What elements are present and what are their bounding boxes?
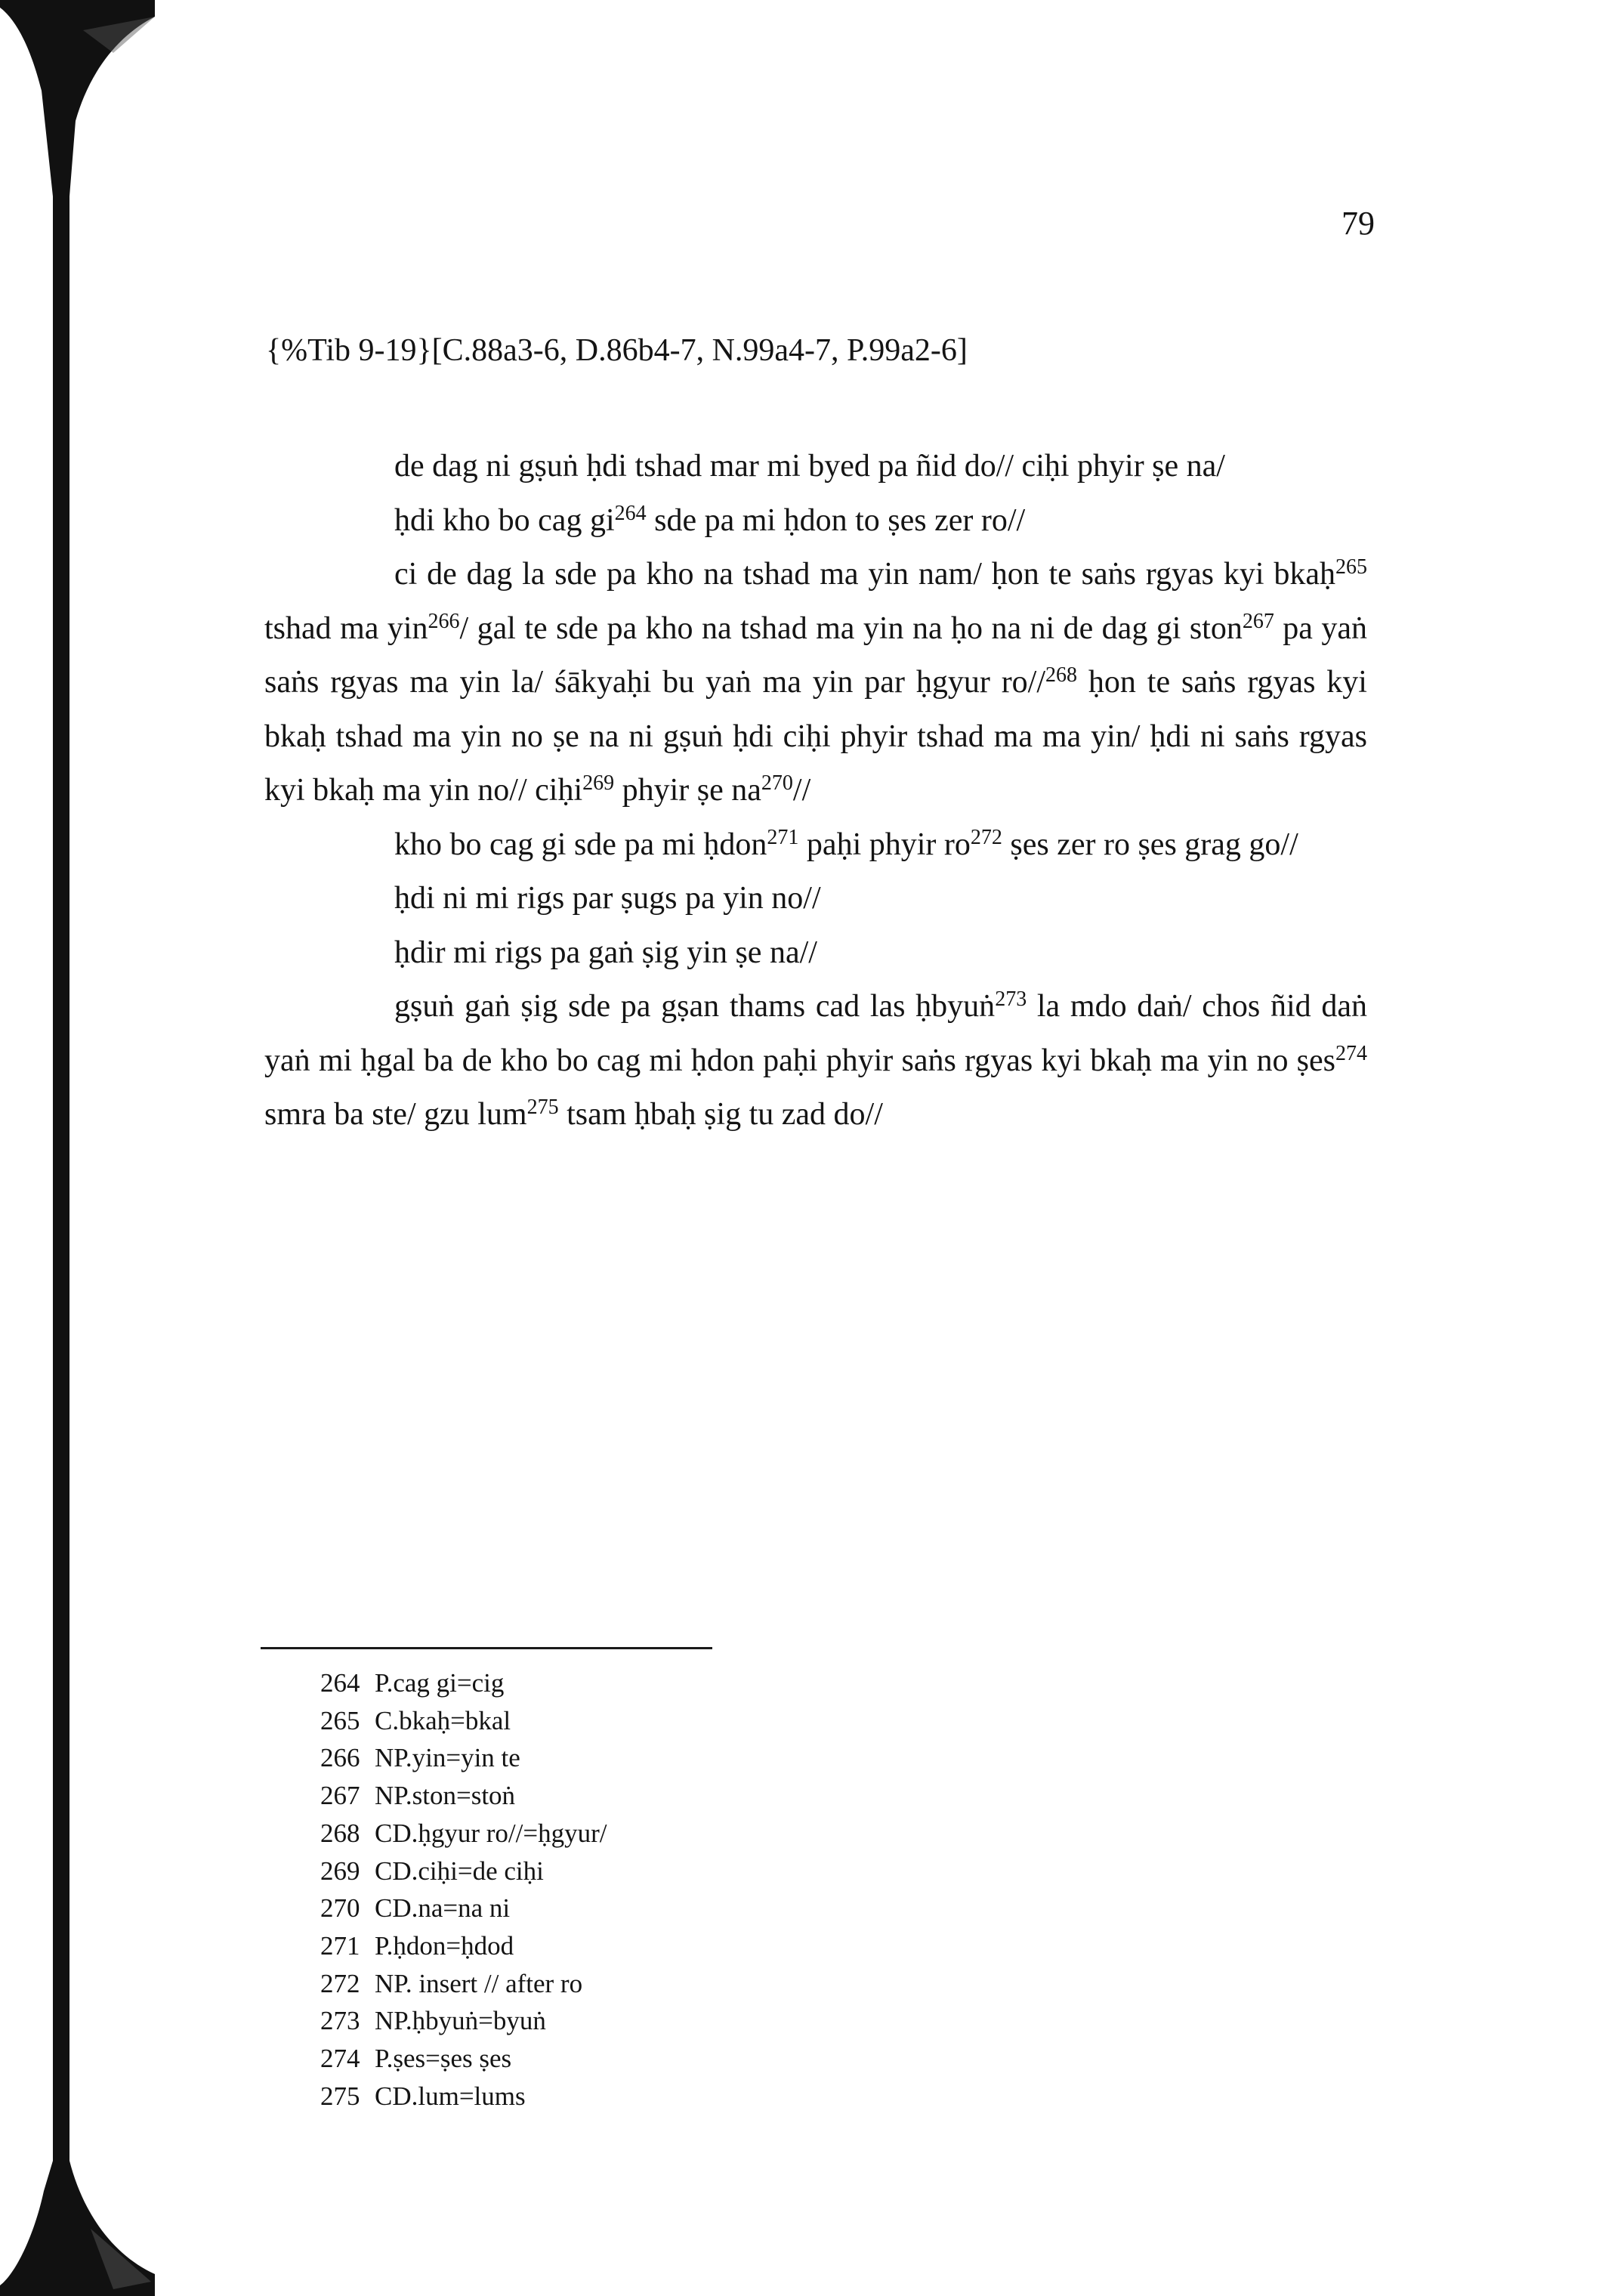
footnote-marker[interactable]: 270 bbox=[761, 771, 793, 795]
footnote-text: NP. insert // after ro bbox=[375, 1968, 583, 1998]
footnote-marker[interactable]: 267 bbox=[1242, 609, 1274, 633]
footnote-number: 269 bbox=[320, 1856, 360, 1886]
paragraph bbox=[264, 980, 1367, 1142]
footnote-marker[interactable]: 274 bbox=[1335, 1041, 1367, 1065]
body-text bbox=[264, 440, 1367, 1142]
footnote-item bbox=[320, 1927, 607, 1965]
text-segment: ḥdi kho bo cag gi bbox=[394, 502, 615, 538]
text-segment: // bbox=[792, 773, 811, 808]
text-segment: sde pa mi ḥdon to ṣes zer ro// bbox=[646, 502, 1026, 538]
text-segment: la mdo daṅ/ chos ñid daṅ yaṅ mi ḥgal ba de kho bo cag mi ḥdon paḥi phyir saṅs rgyas kyi bkaḥ ma yin no ṣes bbox=[264, 989, 1367, 1078]
footnote-item bbox=[320, 2078, 607, 2115]
paragraph bbox=[264, 818, 1367, 873]
text-segment: ṣes zer ro ṣes grag go// bbox=[1002, 827, 1298, 862]
footnote-marker[interactable]: 268 bbox=[1045, 663, 1078, 687]
footnote-text: NP.ston=stoṅ bbox=[375, 1781, 516, 1811]
footnote-marker[interactable]: 269 bbox=[582, 771, 615, 795]
text-segment: kho bo cag gi sde pa mi ḥdon bbox=[394, 827, 767, 862]
footnote-item bbox=[320, 1853, 607, 1890]
text-segment: tsam ḥbaḥ ṣig tu zad do// bbox=[558, 1097, 883, 1132]
footnote-item bbox=[320, 2040, 607, 2078]
footnote-text: NP.yin=yin te bbox=[375, 1743, 520, 1773]
text-segment: smra ba ste/ gzu lum bbox=[264, 1097, 527, 1132]
footnote-number: 272 bbox=[320, 1968, 360, 1998]
footnote-text: C.bkaḥ=bkal bbox=[375, 1705, 511, 1735]
footnote-item bbox=[320, 1815, 607, 1853]
paragraph bbox=[264, 548, 1367, 818]
text-segment: ḥon te saṅs rgyas kyi bkaḥ tshad ma yin no ṣe na ni gṣuṅ ḥdi ciḥi phyir tshad ma ma yin/ ḥdi ni saṅs rgyas kyi bkaḥ ma yin no// ciḥi bbox=[264, 665, 1367, 808]
footnote-number: 274 bbox=[320, 2044, 360, 2074]
footnote-marker[interactable]: 272 bbox=[970, 825, 1002, 849]
scan-binding-edge bbox=[0, 0, 159, 2296]
text-segment: ci de dag la sde pa kho na tshad ma yin nam/ ḥon te saṅs rgyas kyi bkaḥ bbox=[394, 557, 1335, 592]
paragraph bbox=[264, 872, 1367, 926]
footnote-marker[interactable]: 271 bbox=[767, 825, 799, 849]
text-segment: ḥdi ni mi rigs par ṣugs pa yin no// bbox=[394, 881, 821, 916]
text-segment: tshad ma yin bbox=[264, 610, 428, 646]
footnote-text: NP.ḥbyuṅ=byuṅ bbox=[375, 2006, 546, 2036]
footnote-item bbox=[320, 1777, 607, 1815]
paragraph bbox=[264, 926, 1367, 981]
footnote-item bbox=[320, 2002, 607, 2040]
footnote-text: P.ḥdon=ḥdod bbox=[375, 1930, 514, 1961]
footnotes bbox=[320, 1664, 607, 2115]
text-segment: de dag ni gṣuṅ ḥdi tshad mar mi byed pa ñid do// ciḥi phyir ṣe na/ bbox=[394, 449, 1225, 484]
footnote-number: 275 bbox=[320, 2081, 360, 2111]
footnote-text: CD.na=na ni bbox=[375, 1893, 511, 1924]
footnote-number: 271 bbox=[320, 1930, 360, 1961]
footnote-divider bbox=[261, 1647, 712, 1649]
footnote-marker[interactable]: 265 bbox=[1335, 555, 1367, 579]
footnote-text: P.cag gi=cig bbox=[375, 1668, 505, 1698]
footnote-number: 267 bbox=[320, 1781, 360, 1811]
footnote-marker[interactable]: 273 bbox=[995, 987, 1027, 1011]
text-segment: paḥi phyir ro bbox=[798, 827, 971, 862]
footnote-number: 270 bbox=[320, 1893, 360, 1924]
text-segment: pa yaṅ saṅs rgyas ma yin la/ śākyaḥi bu yaṅ ma yin par ḥgyur ro// bbox=[264, 610, 1367, 700]
footnote-item bbox=[320, 1739, 607, 1777]
footnote-marker[interactable]: 264 bbox=[614, 501, 647, 525]
footnote-item bbox=[320, 1702, 607, 1740]
footnote-item bbox=[320, 1890, 607, 1927]
footnote-item bbox=[320, 1664, 607, 1702]
footnote-number: 273 bbox=[320, 2006, 360, 2036]
paragraph bbox=[264, 494, 1367, 549]
footnote-marker[interactable]: 266 bbox=[428, 609, 460, 633]
footnote-text: P.ṣes=ṣes ṣes bbox=[375, 2044, 512, 2074]
footnote-text: CD.ḥgyur ro//=ḥgyur/ bbox=[375, 1818, 607, 1848]
text-segment: ḥdir mi rigs pa gaṅ ṣig yin ṣe na// bbox=[394, 935, 817, 970]
footnote-marker[interactable]: 275 bbox=[526, 1095, 559, 1119]
paragraph bbox=[264, 440, 1367, 494]
footnote-number: 268 bbox=[320, 1818, 360, 1848]
text-segment: phyir ṣe na bbox=[614, 773, 761, 808]
footnote-text: CD.lum=lums bbox=[375, 2081, 526, 2111]
page-number: 79 bbox=[1341, 205, 1375, 242]
text-segment: / gal te sde pa kho na tshad ma yin na ḥo na ni de dag gi ston bbox=[459, 610, 1243, 646]
text-segment: gṣuṅ gaṅ ṣig sde pa gṣan thams cad las ḥbyuṅ bbox=[394, 989, 996, 1024]
footnote-number: 265 bbox=[320, 1705, 360, 1735]
footnote-number: 264 bbox=[320, 1668, 360, 1698]
footnote-item bbox=[320, 1965, 607, 2003]
footnote-text: CD.ciḥi=de ciḥi bbox=[375, 1856, 544, 1886]
footnote-number: 266 bbox=[320, 1743, 360, 1773]
source-reference: {%Tib 9-19}[C.88a3-6, D.86b4-7, N.99a4-7, P.99a2-6] bbox=[266, 333, 968, 368]
